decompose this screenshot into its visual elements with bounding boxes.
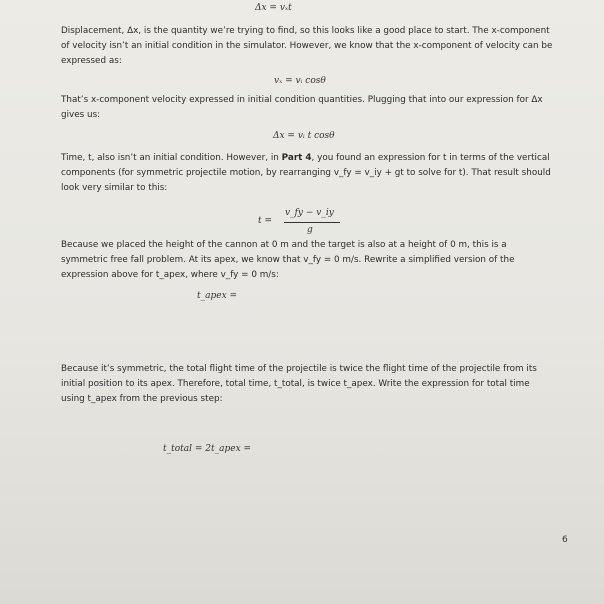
fraction-bar [284,222,340,223]
paragraph-time-part-a: Time, t, also isn’t an initial condition. However, in [61,153,282,163]
paragraph-apex: Because we placed the height of the cannon at 0 m and the target is also at a height of 0 m, this is a symmetric free fall problem. At its apex, we know that v_fy = 0 m/s. Rewrite a simplified version of the expression above for t_apex, where v_fy = 0 m/s: [61,240,515,280]
paragraph-time [61,151,555,196]
paragraph-total-time: Because it’s symmetric, the total flight time of the projectile is twice the flight time of the projectile from its initial position to its apex. Therefore, total time, t_total, is twice t_apex. Write the expression for total time using t_apex from the previous step: [61,364,537,404]
paragraph-vx-expressed: That’s x-component velocity expressed in initial condition quantities. Plugging that into our expression for Δx gives us: [61,95,543,120]
equation-displacement: Δx = vₓt [255,3,292,13]
page-number: 6 [562,535,568,545]
equation-t-total-answer: t_total = 2t_apex = [163,444,252,454]
fraction-numerator: v_fy − v_iy [285,208,334,218]
paragraph-displacement: Displacement, Δx, is the quantity we’re trying to find, so this looks like a good place to start. The x-component of velocity isn’t an initial condition in the simulator. However, we know that the x-component of velocity can be expressed as: [61,26,553,66]
fraction-lhs: t = [258,216,273,226]
paragraph-time-part-b: , you found an expression for t in terms of the vertical components (for symmetric projectile motion, by rearranging v_fy = v_iy + gt to solve for t). That result should look very similar to this: [61,153,551,193]
part-4-reference: Part 4 [281,153,312,163]
equation-vx: vₓ = vᵢ cosθ [274,76,326,86]
equation-dx-substituted: Δx = vᵢ t cosθ [273,131,335,141]
fraction-denominator: g [307,225,313,235]
equation-t-apex-answer: t_apex = [197,291,238,301]
